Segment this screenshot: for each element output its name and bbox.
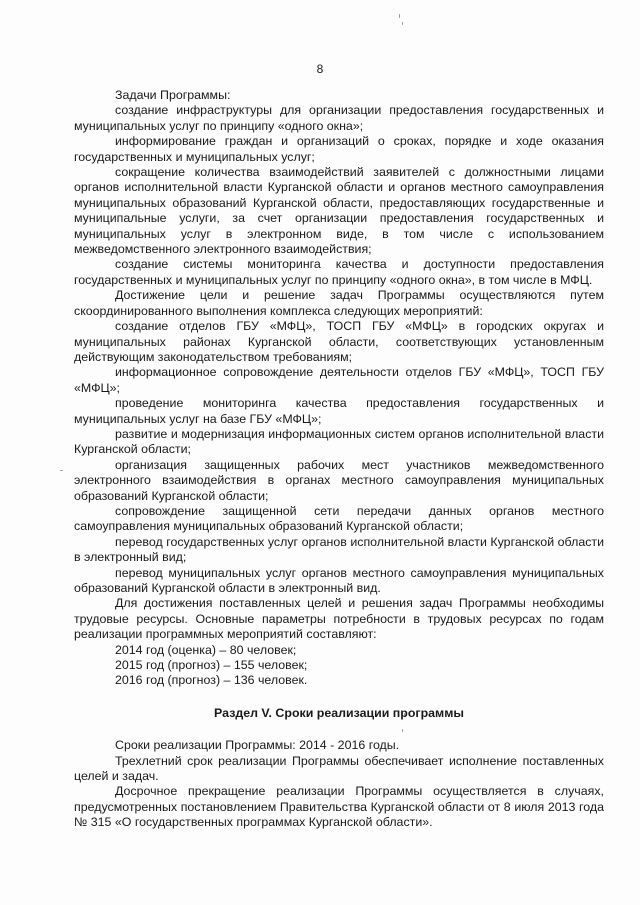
paragraph: Достижение цели и решение задач Программы осуществляются путем скоординированного выполнения комплекса следующих мероприятий: (74, 288, 604, 318)
paragraph: организация защищенных рабочих мест участников межведомственного электронного взаимодействия в органах местного самоуправления муниципальных образований Курганской области; (74, 457, 604, 503)
year-item: 2016 год (прогноз) – 136 человек. (115, 673, 308, 688)
paragraph: Для достижения поставленных целей и решения задач Программы необходимы трудовые ресурсы. Основные параметры потребности в трудовых ресурсах по годам реализации программных мероприятий составляют: (74, 596, 604, 642)
paragraph: развитие и модернизация информационных систем органов исполнительной власти Курганской области; (74, 426, 604, 457)
year-item: 2014 год (оценка) – 80 человек; (115, 642, 297, 657)
section-title: Раздел V. Сроки реализации программы (214, 705, 464, 720)
document-body (74, 88, 604, 831)
scan-speck (399, 14, 400, 18)
paragraph: Сроки реализации Программы: 2014 - 2016 годы. (115, 738, 400, 753)
paragraph: создание инфраструктуры для организации предоставления государственных и муниципальных услуг по принципу «одного окна»; (74, 103, 604, 133)
paragraph: перевод государственных услуг органов исполнительной власти Курганской области в электронный вид; (74, 534, 604, 565)
paragraph: Досрочное прекращение реализации Программы осуществляется в случаях, предусмотренных постановлением Правительства Курганской области от 8 июля 2013 года № 315 «О государственных программах Курганской области». (74, 784, 604, 830)
paragraph: сопровождение защищенной сети передачи данных органов местного самоуправления муниципальных образований Курганской области; (74, 503, 604, 534)
paragraph: Трехлетний срок реализации Программы обеспечивает исполнение поставленных целей и задач. (74, 753, 604, 784)
year-item: 2015 год (прогноз) – 155 человек; (115, 658, 308, 673)
paragraph: создание отделов ГБУ «МФЦ», ТОСП ГБУ «МФЦ» в городских округах и муниципальных районах Курганской области, соответствующих установленным действующим законодательством требованиям; (74, 319, 604, 364)
scan-speck (60, 470, 63, 471)
page-number: 8 (316, 62, 324, 76)
scan-speck (402, 22, 403, 25)
paragraph: перевод муниципальных услуг органов местного самоуправления муниципальных образований Курганской области в электронный вид. (74, 565, 604, 595)
paragraph: информационное сопровождение деятельности отделов ГБУ «МФЦ», ТОСП ГБУ «МФЦ»; (74, 365, 604, 395)
paragraph: информирование граждан и организаций о сроках, порядке и ходе оказания государственных и муниципальных услуг; (74, 134, 604, 164)
paragraph: сокращение количества взаимодействий заявителей с должностными лицами органов исполнительной власти Курганской области и органов местного самоуправления муниципальных образований Курганской области, предоставляющих государственные и муниципальные услуги, за счет организации предоставления государственных и муниципальных услуг в электронном виде, в том числе с использованием межведомственного электронного взаимодействия; (74, 165, 604, 257)
paragraph: Задачи Программы: (115, 88, 231, 102)
paragraph: проведение мониторинга качества предоставления государственных и муниципальных услуг на базе ГБУ «МФЦ»; (74, 396, 604, 426)
paragraph: создание системы мониторинга качества и доступности предоставления государственных и муниципальных услуг по принципу «одного окна», в том числе в МФЦ. (74, 257, 604, 287)
